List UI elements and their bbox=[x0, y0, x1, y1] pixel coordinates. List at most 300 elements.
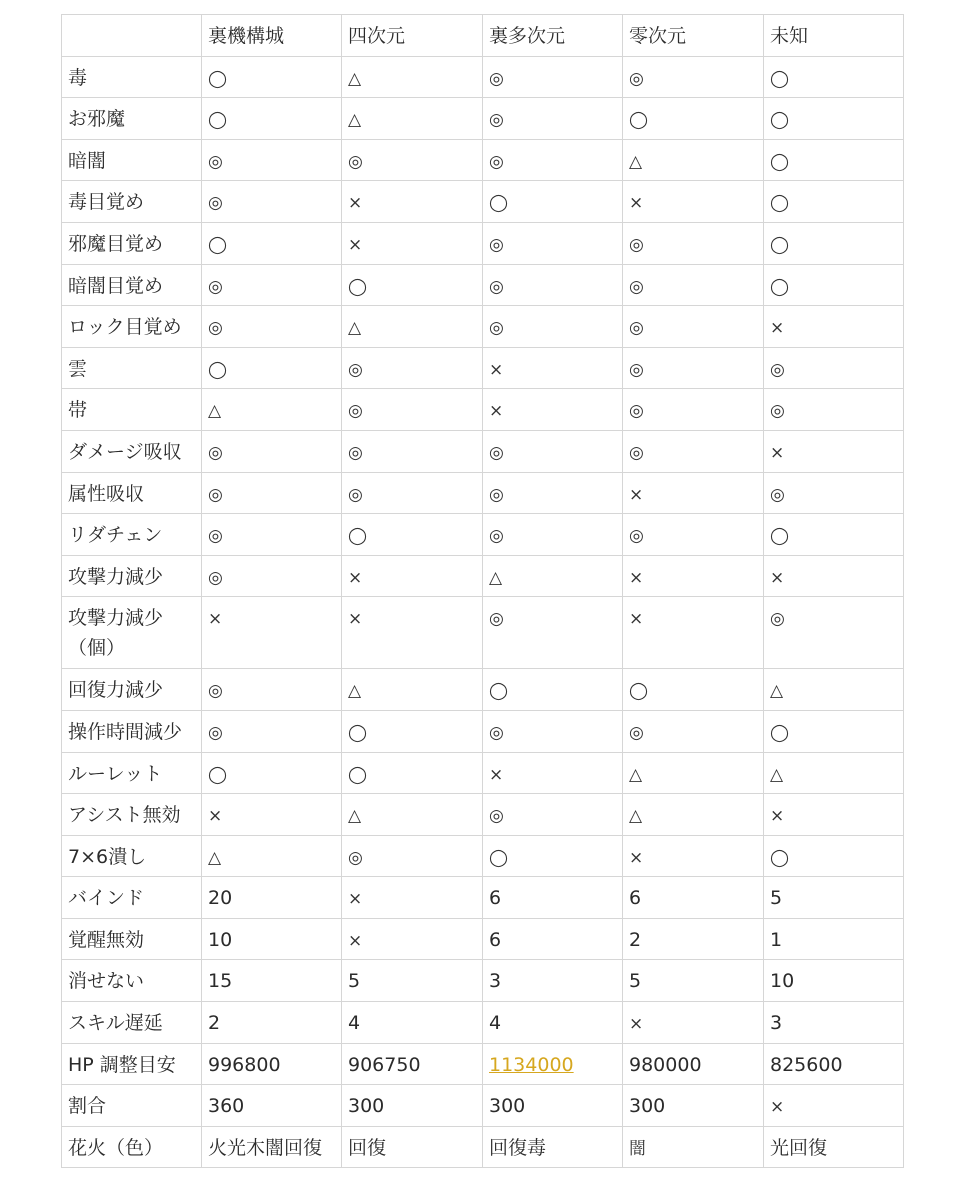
table-row bbox=[62, 918, 904, 960]
double-circle-mark: ◎ bbox=[489, 484, 504, 505]
table-cell bbox=[764, 306, 904, 348]
table-cell bbox=[342, 1002, 483, 1044]
table-cell bbox=[764, 1126, 904, 1168]
cross-mark: × bbox=[770, 1097, 785, 1118]
table-cell bbox=[623, 514, 764, 556]
table-cell bbox=[483, 960, 623, 1002]
table-row bbox=[62, 1085, 904, 1127]
triangle-mark: △ bbox=[208, 847, 222, 868]
cross-mark: × bbox=[629, 1014, 644, 1035]
table-cell bbox=[623, 669, 764, 711]
table-cell bbox=[202, 918, 342, 960]
table-cell bbox=[483, 56, 623, 98]
table-cell bbox=[623, 877, 764, 919]
double-circle-mark: ◎ bbox=[348, 401, 363, 422]
table-cell bbox=[342, 794, 483, 836]
triangle-mark: △ bbox=[770, 764, 784, 785]
table-cell bbox=[342, 430, 483, 472]
cell-value: 2 bbox=[629, 928, 642, 951]
table-row bbox=[62, 1043, 904, 1085]
table-cell bbox=[764, 918, 904, 960]
table-cell bbox=[483, 514, 623, 556]
table-cell bbox=[202, 960, 342, 1002]
cell-value: 回復 bbox=[348, 1136, 387, 1159]
table-row bbox=[62, 835, 904, 877]
double-circle-mark: ◎ bbox=[348, 847, 363, 868]
table-cell bbox=[764, 752, 904, 794]
double-circle-mark: ◎ bbox=[629, 276, 644, 297]
double-circle-mark: ◎ bbox=[208, 567, 223, 588]
table-cell bbox=[623, 597, 764, 669]
double-circle-mark: ◎ bbox=[208, 681, 223, 702]
double-circle-mark: ◎ bbox=[348, 151, 363, 172]
double-circle-mark: ◎ bbox=[208, 484, 223, 505]
comparison-table-container bbox=[61, 14, 904, 1168]
double-circle-mark: ◎ bbox=[348, 359, 363, 380]
table-cell bbox=[202, 306, 342, 348]
table-cell bbox=[764, 347, 904, 389]
cell-value: 300 bbox=[348, 1095, 385, 1118]
table-row bbox=[62, 960, 904, 1002]
table-cell bbox=[202, 222, 342, 264]
table-cell bbox=[623, 555, 764, 597]
cell-value: 2 bbox=[208, 1012, 221, 1035]
row-label: 消せない bbox=[62, 960, 202, 1002]
double-circle-mark: ◎ bbox=[770, 484, 785, 505]
table-row bbox=[62, 139, 904, 181]
row-label: スキル遅延 bbox=[62, 1002, 202, 1044]
circle-mark: ◯ bbox=[208, 68, 228, 89]
comparison-table bbox=[61, 14, 904, 1168]
table-cell bbox=[202, 430, 342, 472]
table-row bbox=[62, 181, 904, 223]
table-cell bbox=[623, 181, 764, 223]
row-label: 邪魔目覚め bbox=[62, 222, 202, 264]
table-row bbox=[62, 389, 904, 431]
cross-mark: × bbox=[770, 442, 785, 463]
row-label: 属性吸収 bbox=[62, 472, 202, 514]
row-label: 花火（色） bbox=[62, 1126, 202, 1168]
column-header: 未知 bbox=[764, 15, 904, 57]
cell-value: 6 bbox=[489, 928, 502, 951]
table-cell bbox=[623, 430, 764, 472]
table-cell bbox=[202, 794, 342, 836]
table-header-row bbox=[62, 15, 904, 57]
double-circle-mark: ◎ bbox=[489, 110, 504, 131]
cell-value: 5 bbox=[770, 887, 783, 910]
cell-value: 15 bbox=[208, 970, 233, 993]
table-cell bbox=[483, 139, 623, 181]
double-circle-mark: ◎ bbox=[489, 234, 504, 255]
table-cell bbox=[202, 752, 342, 794]
table-cell bbox=[764, 1085, 904, 1127]
table-cell bbox=[764, 669, 904, 711]
table-cell bbox=[764, 181, 904, 223]
circle-mark: ◯ bbox=[770, 68, 790, 89]
table-cell bbox=[483, 264, 623, 306]
table-cell bbox=[764, 472, 904, 514]
table-cell bbox=[342, 710, 483, 752]
table-cell bbox=[342, 306, 483, 348]
cell-value: 300 bbox=[489, 1095, 526, 1118]
cell-value: 6 bbox=[629, 887, 642, 910]
circle-mark: ◯ bbox=[208, 234, 228, 255]
row-label: ダメージ吸収 bbox=[62, 430, 202, 472]
table-cell bbox=[342, 669, 483, 711]
cross-mark: × bbox=[348, 567, 363, 588]
circle-mark: ◯ bbox=[770, 722, 790, 743]
table-cell bbox=[483, 1043, 623, 1085]
double-circle-mark: ◎ bbox=[489, 526, 504, 547]
column-header: 零次元 bbox=[623, 15, 764, 57]
table-cell bbox=[202, 1043, 342, 1085]
cell-value: 300 bbox=[629, 1095, 666, 1118]
cell-value: 996800 bbox=[208, 1053, 281, 1076]
table-cell bbox=[342, 389, 483, 431]
row-label: ルーレット bbox=[62, 752, 202, 794]
cross-mark: × bbox=[629, 609, 644, 630]
cross-mark: × bbox=[629, 193, 644, 214]
row-label: 雲 bbox=[62, 347, 202, 389]
hp-value-link[interactable]: 1134000 bbox=[489, 1053, 574, 1076]
table-cell bbox=[483, 306, 623, 348]
table-cell bbox=[202, 472, 342, 514]
cross-mark: × bbox=[629, 847, 644, 868]
double-circle-mark: ◎ bbox=[208, 526, 223, 547]
double-circle-mark: ◎ bbox=[489, 442, 504, 463]
table-cell bbox=[764, 56, 904, 98]
cross-mark: × bbox=[770, 806, 785, 827]
cross-mark: × bbox=[208, 806, 223, 827]
table-cell bbox=[202, 347, 342, 389]
circle-mark: ◯ bbox=[348, 276, 368, 297]
cell-value: 980000 bbox=[629, 1053, 702, 1076]
cross-mark: × bbox=[348, 889, 363, 910]
double-circle-mark: ◎ bbox=[208, 193, 223, 214]
table-cell bbox=[623, 472, 764, 514]
table-row bbox=[62, 877, 904, 919]
table-cell bbox=[342, 514, 483, 556]
circle-mark: ◯ bbox=[770, 110, 790, 131]
table-cell bbox=[764, 139, 904, 181]
table-cell bbox=[483, 710, 623, 752]
column-header: 四次元 bbox=[342, 15, 483, 57]
table-cell bbox=[623, 1085, 764, 1127]
cross-mark: × bbox=[348, 930, 363, 951]
table-cell bbox=[623, 306, 764, 348]
table-cell bbox=[483, 669, 623, 711]
table-cell bbox=[483, 181, 623, 223]
table-cell bbox=[342, 555, 483, 597]
table-cell bbox=[202, 181, 342, 223]
table-row bbox=[62, 1002, 904, 1044]
table-cell bbox=[342, 472, 483, 514]
table-cell bbox=[623, 139, 764, 181]
double-circle-mark: ◎ bbox=[489, 318, 504, 339]
row-label: バインド bbox=[62, 877, 202, 919]
table-cell bbox=[202, 98, 342, 140]
table-cell bbox=[202, 1002, 342, 1044]
triangle-mark: △ bbox=[348, 318, 362, 339]
double-circle-mark: ◎ bbox=[489, 68, 504, 89]
cross-mark: × bbox=[489, 401, 504, 422]
table-cell bbox=[202, 56, 342, 98]
double-circle-mark: ◎ bbox=[348, 484, 363, 505]
circle-mark: ◯ bbox=[770, 193, 790, 214]
table-cell bbox=[483, 430, 623, 472]
cross-mark: × bbox=[489, 764, 504, 785]
cross-mark: × bbox=[348, 234, 363, 255]
table-row bbox=[62, 347, 904, 389]
cross-mark: × bbox=[629, 484, 644, 505]
table-cell bbox=[483, 389, 623, 431]
table-cell bbox=[764, 794, 904, 836]
row-label: 暗闇 bbox=[62, 139, 202, 181]
table-cell bbox=[483, 98, 623, 140]
row-label: ロック目覚め bbox=[62, 306, 202, 348]
table-cell bbox=[342, 752, 483, 794]
double-circle-mark: ◎ bbox=[629, 234, 644, 255]
cell-value: 5 bbox=[629, 970, 642, 993]
table-cell bbox=[202, 597, 342, 669]
table-cell bbox=[342, 264, 483, 306]
double-circle-mark: ◎ bbox=[489, 722, 504, 743]
table-cell bbox=[623, 918, 764, 960]
cell-value: 825600 bbox=[770, 1053, 843, 1076]
circle-mark: ◯ bbox=[348, 764, 368, 785]
table-cell bbox=[342, 918, 483, 960]
table-cell bbox=[202, 710, 342, 752]
cell-value: 闇 bbox=[629, 1138, 646, 1159]
double-circle-mark: ◎ bbox=[629, 526, 644, 547]
double-circle-mark: ◎ bbox=[770, 609, 785, 630]
circle-mark: ◯ bbox=[208, 359, 228, 380]
table-cell bbox=[483, 222, 623, 264]
cross-mark: × bbox=[348, 609, 363, 630]
table-cell bbox=[623, 752, 764, 794]
double-circle-mark: ◎ bbox=[629, 442, 644, 463]
table-cell bbox=[764, 1002, 904, 1044]
cell-value: 光回復 bbox=[770, 1136, 828, 1159]
table-cell bbox=[342, 222, 483, 264]
row-label: 毒目覚め bbox=[62, 181, 202, 223]
table-cell bbox=[483, 877, 623, 919]
table-row bbox=[62, 597, 904, 669]
circle-mark: ◯ bbox=[770, 276, 790, 297]
table-cell bbox=[623, 56, 764, 98]
table-cell bbox=[342, 98, 483, 140]
cell-value: 3 bbox=[770, 1012, 783, 1035]
table-cell bbox=[623, 794, 764, 836]
cross-mark: × bbox=[770, 318, 785, 339]
table-cell bbox=[764, 555, 904, 597]
table-cell bbox=[342, 347, 483, 389]
table-cell bbox=[202, 877, 342, 919]
double-circle-mark: ◎ bbox=[208, 151, 223, 172]
table-cell bbox=[764, 1043, 904, 1085]
double-circle-mark: ◎ bbox=[629, 722, 644, 743]
row-label: 暗闇目覚め bbox=[62, 264, 202, 306]
row-label: 攻撃力減少 bbox=[62, 555, 202, 597]
circle-mark: ◯ bbox=[489, 193, 509, 214]
table-cell bbox=[202, 389, 342, 431]
double-circle-mark: ◎ bbox=[770, 359, 785, 380]
table-cell bbox=[202, 669, 342, 711]
table-row bbox=[62, 306, 904, 348]
table-cell bbox=[202, 514, 342, 556]
double-circle-mark: ◎ bbox=[489, 276, 504, 297]
row-label: 攻撃力減少（個） bbox=[62, 597, 202, 669]
column-header: 裏多次元 bbox=[483, 15, 623, 57]
cross-mark: × bbox=[348, 193, 363, 214]
table-cell bbox=[623, 1043, 764, 1085]
cell-value: 3 bbox=[489, 970, 502, 993]
triangle-mark: △ bbox=[629, 806, 643, 827]
triangle-mark: △ bbox=[489, 567, 503, 588]
table-cell bbox=[342, 1043, 483, 1085]
circle-mark: ◯ bbox=[348, 526, 368, 547]
table-row bbox=[62, 56, 904, 98]
cell-value: 1 bbox=[770, 928, 783, 951]
table-cell bbox=[483, 347, 623, 389]
table-row bbox=[62, 472, 904, 514]
table-cell bbox=[764, 98, 904, 140]
table-row bbox=[62, 222, 904, 264]
cell-value: 4 bbox=[489, 1012, 502, 1035]
table-cell bbox=[342, 960, 483, 1002]
cell-value: 10 bbox=[770, 970, 795, 993]
table-row bbox=[62, 264, 904, 306]
double-circle-mark: ◎ bbox=[489, 151, 504, 172]
row-label: 帯 bbox=[62, 389, 202, 431]
circle-mark: ◯ bbox=[629, 681, 649, 702]
cross-mark: × bbox=[208, 609, 223, 630]
table-row bbox=[62, 710, 904, 752]
row-label: HP 調整目安 bbox=[62, 1043, 202, 1085]
cell-value: 回復毒 bbox=[489, 1136, 547, 1159]
table-cell bbox=[764, 264, 904, 306]
circle-mark: ◯ bbox=[770, 526, 790, 547]
table-cell bbox=[623, 835, 764, 877]
table-cell bbox=[202, 1126, 342, 1168]
double-circle-mark: ◎ bbox=[208, 318, 223, 339]
row-label: 操作時間減少 bbox=[62, 710, 202, 752]
row-label: お邪魔 bbox=[62, 98, 202, 140]
cell-value: 906750 bbox=[348, 1053, 421, 1076]
table-row bbox=[62, 794, 904, 836]
table-cell bbox=[202, 835, 342, 877]
double-circle-mark: ◎ bbox=[629, 359, 644, 380]
circle-mark: ◯ bbox=[770, 847, 790, 868]
table-cell bbox=[623, 264, 764, 306]
triangle-mark: △ bbox=[348, 110, 362, 131]
table-cell bbox=[483, 1085, 623, 1127]
table-cell bbox=[764, 877, 904, 919]
table-cell bbox=[342, 181, 483, 223]
table-cell bbox=[483, 597, 623, 669]
table-cell bbox=[764, 960, 904, 1002]
table-cell bbox=[623, 222, 764, 264]
table-cell bbox=[483, 794, 623, 836]
row-label: 7×6潰し bbox=[62, 835, 202, 877]
circle-mark: ◯ bbox=[208, 110, 228, 131]
table-cell bbox=[202, 264, 342, 306]
table-cell bbox=[202, 1085, 342, 1127]
row-label: 覚醒無効 bbox=[62, 918, 202, 960]
table-cell bbox=[483, 555, 623, 597]
cell-value: 火光木闇回復 bbox=[208, 1136, 323, 1159]
table-cell bbox=[342, 139, 483, 181]
table-row bbox=[62, 98, 904, 140]
table-body bbox=[62, 15, 904, 1168]
table-cell bbox=[483, 1126, 623, 1168]
triangle-mark: △ bbox=[770, 681, 784, 702]
table-row bbox=[62, 555, 904, 597]
cross-mark: × bbox=[489, 359, 504, 380]
row-label: リダチェン bbox=[62, 514, 202, 556]
table-cell bbox=[483, 918, 623, 960]
circle-mark: ◯ bbox=[489, 847, 509, 868]
row-label: アシスト無効 bbox=[62, 794, 202, 836]
cell-value: 20 bbox=[208, 887, 233, 910]
table-cell bbox=[623, 389, 764, 431]
table-cell bbox=[342, 597, 483, 669]
cell-value: 4 bbox=[348, 1012, 361, 1035]
cell-value: 10 bbox=[208, 928, 233, 951]
double-circle-mark: ◎ bbox=[770, 401, 785, 422]
circle-mark: ◯ bbox=[770, 234, 790, 255]
triangle-mark: △ bbox=[629, 151, 643, 172]
table-row bbox=[62, 430, 904, 472]
table-cell bbox=[342, 877, 483, 919]
cross-mark: × bbox=[629, 567, 644, 588]
triangle-mark: △ bbox=[348, 681, 362, 702]
table-cell bbox=[342, 56, 483, 98]
circle-mark: ◯ bbox=[489, 681, 509, 702]
table-row bbox=[62, 514, 904, 556]
table-cell bbox=[764, 389, 904, 431]
triangle-mark: △ bbox=[348, 806, 362, 827]
table-row bbox=[62, 1126, 904, 1168]
double-circle-mark: ◎ bbox=[489, 609, 504, 630]
table-cell bbox=[623, 960, 764, 1002]
table-cell bbox=[342, 1126, 483, 1168]
table-cell bbox=[202, 555, 342, 597]
table-cell bbox=[483, 752, 623, 794]
triangle-mark: △ bbox=[629, 764, 643, 785]
table-cell bbox=[202, 139, 342, 181]
cross-mark: × bbox=[770, 567, 785, 588]
double-circle-mark: ◎ bbox=[208, 442, 223, 463]
triangle-mark: △ bbox=[348, 68, 362, 89]
cell-value: 5 bbox=[348, 970, 361, 993]
table-cell bbox=[764, 710, 904, 752]
double-circle-mark: ◎ bbox=[489, 806, 504, 827]
triangle-mark: △ bbox=[208, 401, 222, 422]
table-cell bbox=[483, 472, 623, 514]
double-circle-mark: ◎ bbox=[348, 442, 363, 463]
column-header: 裏機構城 bbox=[202, 15, 342, 57]
double-circle-mark: ◎ bbox=[629, 318, 644, 339]
table-cell bbox=[342, 1085, 483, 1127]
circle-mark: ◯ bbox=[770, 151, 790, 172]
row-label: 毒 bbox=[62, 56, 202, 98]
table-cell bbox=[623, 347, 764, 389]
table-row bbox=[62, 669, 904, 711]
table-cell bbox=[623, 98, 764, 140]
table-cell bbox=[483, 835, 623, 877]
double-circle-mark: ◎ bbox=[629, 68, 644, 89]
